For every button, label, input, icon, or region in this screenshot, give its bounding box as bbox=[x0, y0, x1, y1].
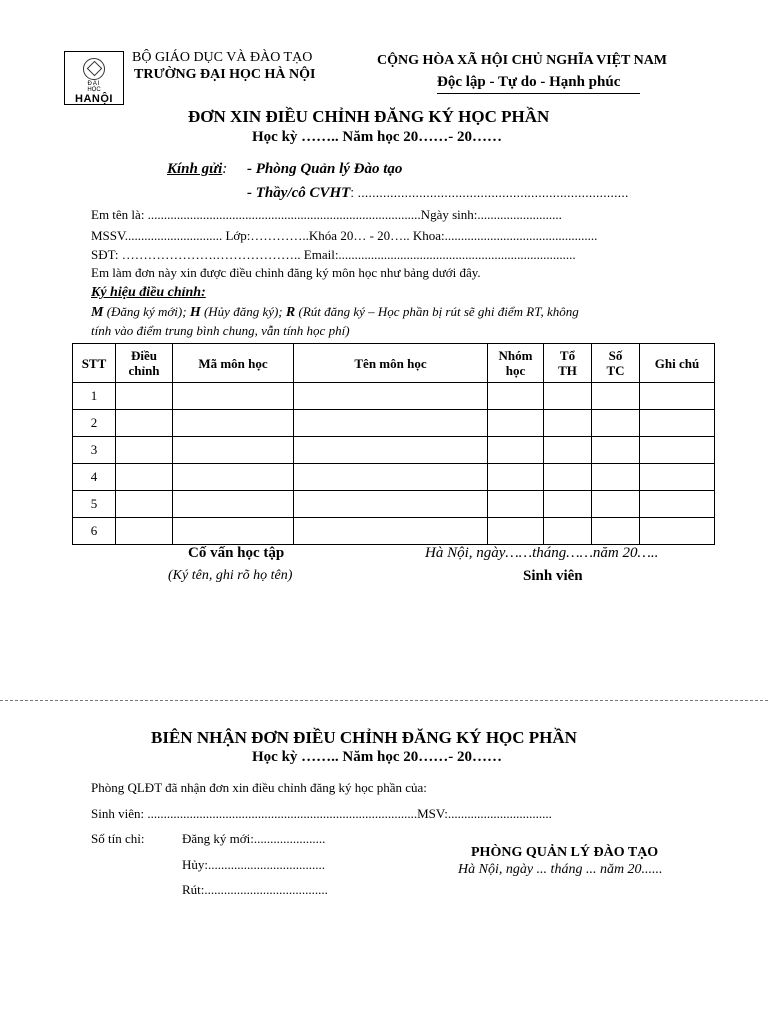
form-date-line: Hà Nội, ngày……tháng……năm 20….. bbox=[425, 545, 659, 561]
table-header-row bbox=[73, 344, 715, 383]
student-signature-title: Sinh viên bbox=[523, 568, 583, 584]
legend-h-code: H bbox=[189, 305, 201, 320]
table-row bbox=[73, 410, 715, 437]
student-id-line: MSSV.............................. Lớp:…………..Khóa 20… - 20….. Khoa:............................................... bbox=[91, 228, 598, 243]
row-number: 1 bbox=[73, 383, 116, 410]
cell-course-code[interactable] bbox=[173, 464, 294, 491]
cell-notes[interactable] bbox=[640, 410, 715, 437]
table-row bbox=[73, 383, 715, 410]
recipient-1: - Phòng Quản lý Đào tạo bbox=[247, 161, 403, 177]
cell-course-name[interactable] bbox=[294, 383, 488, 410]
university-logo bbox=[64, 51, 124, 105]
row-number: 5 bbox=[73, 491, 116, 518]
cell-group[interactable] bbox=[488, 410, 544, 437]
recipient-2-dots: : ........................................................................... bbox=[350, 185, 629, 200]
legend-title: Ký hiệu điều chỉnh: bbox=[91, 285, 206, 300]
cell-practice-group[interactable] bbox=[544, 410, 592, 437]
col-credits: Số TC bbox=[592, 344, 640, 383]
cell-notes[interactable] bbox=[640, 464, 715, 491]
cut-line bbox=[0, 700, 768, 701]
legend-line-2: tính vào điểm trung bình chung, vẫn tính học phí) bbox=[91, 323, 350, 338]
cell-course-name[interactable] bbox=[294, 437, 488, 464]
receipt-withdraw: Rút:...................................... bbox=[182, 882, 328, 897]
logo-text-2: HỌC bbox=[87, 87, 101, 93]
university-name: TRƯỜNG ĐẠI HỌC HÀ NỘI bbox=[134, 67, 316, 82]
cell-credits[interactable] bbox=[592, 491, 640, 518]
student-contact-line: SĐT: ………………….……………….. Email:......................................................................... bbox=[91, 247, 576, 262]
cell-adjustment[interactable] bbox=[116, 518, 173, 545]
col-course-name: Tên môn học bbox=[294, 344, 488, 383]
cell-practice-group[interactable] bbox=[544, 464, 592, 491]
legend-m-code: M bbox=[91, 305, 104, 320]
cell-notes[interactable] bbox=[640, 518, 715, 545]
table-row bbox=[73, 491, 715, 518]
cell-course-code[interactable] bbox=[173, 491, 294, 518]
col-notes: Ghi chú bbox=[640, 344, 715, 383]
cell-group[interactable] bbox=[488, 383, 544, 410]
advisor-title: Cố vấn học tập bbox=[188, 545, 285, 561]
cell-course-name[interactable] bbox=[294, 464, 488, 491]
emblem-icon bbox=[83, 58, 105, 80]
cell-group[interactable] bbox=[488, 518, 544, 545]
cell-practice-group[interactable] bbox=[544, 383, 592, 410]
cell-credits[interactable] bbox=[592, 464, 640, 491]
table-row bbox=[73, 464, 715, 491]
cell-adjustment[interactable] bbox=[116, 383, 173, 410]
cell-adjustment[interactable] bbox=[116, 464, 173, 491]
table-row bbox=[73, 437, 715, 464]
cell-notes[interactable] bbox=[640, 491, 715, 518]
logo-text-3: HANỘI bbox=[75, 93, 113, 105]
col-course-code: Mã môn học bbox=[173, 344, 294, 383]
legend-r-code: R bbox=[285, 305, 296, 320]
row-number: 6 bbox=[73, 518, 116, 545]
cell-course-code[interactable] bbox=[173, 518, 294, 545]
cell-group[interactable] bbox=[488, 464, 544, 491]
legend-h-text: (Hủy đăng ký); bbox=[200, 304, 286, 319]
cell-course-name[interactable] bbox=[294, 410, 488, 437]
col-stt: STT bbox=[73, 344, 116, 383]
recipient-2 bbox=[247, 185, 628, 202]
receipt-credits-label: Số tín chỉ: bbox=[91, 831, 145, 846]
cell-notes[interactable] bbox=[640, 383, 715, 410]
cell-course-name[interactable] bbox=[294, 518, 488, 545]
cell-credits[interactable] bbox=[592, 410, 640, 437]
legend-line bbox=[91, 304, 579, 321]
advisor-note: (Ký tên, ghi rõ họ tên) bbox=[168, 568, 293, 583]
cell-adjustment[interactable] bbox=[116, 491, 173, 518]
cell-group[interactable] bbox=[488, 437, 544, 464]
receipt-date-line: Hà Nội, ngày ... tháng ... năm 20...... bbox=[458, 862, 663, 877]
form-semester-line: Học kỳ …….. Năm học 20……- 20…… bbox=[252, 129, 502, 145]
col-adjustment: Điều chỉnh bbox=[116, 344, 173, 383]
logo-text-1: ĐẠI bbox=[87, 81, 101, 87]
request-text: Em làm đơn này xin được điều chỉnh đăng ký môn học như bảng dưới đây. bbox=[91, 265, 481, 280]
receipt-intro: Phòng QLĐT đã nhận đơn xin điều chỉnh đăng ký học phần của: bbox=[91, 780, 427, 795]
cell-notes[interactable] bbox=[640, 437, 715, 464]
ministry-name: BỘ GIÁO DỤC VÀ ĐÀO TẠO bbox=[132, 50, 313, 65]
republic-name: CỘNG HÒA XÃ HỘI CHỦ NGHĨA VIỆT NAM bbox=[377, 53, 668, 68]
cell-course-code[interactable] bbox=[173, 410, 294, 437]
receipt-cancel: Hủy:.................................... bbox=[182, 857, 325, 872]
cell-credits[interactable] bbox=[592, 437, 640, 464]
cell-practice-group[interactable] bbox=[544, 518, 592, 545]
recipient-2-label: - Thầy/cô CVHT bbox=[247, 185, 351, 201]
form-title: ĐƠN XIN ĐIỀU CHỈNH ĐĂNG KÝ HỌC PHẦN bbox=[188, 107, 550, 126]
national-motto: Độc lập - Tự do - Hạnh phúc bbox=[437, 74, 621, 90]
motto-underline bbox=[437, 93, 640, 94]
col-group: Nhóm học bbox=[488, 344, 544, 383]
receipt-office-title: PHÒNG QUẢN LÝ ĐÀO TẠO bbox=[471, 845, 659, 860]
col-practice-group: Tổ TH bbox=[544, 344, 592, 383]
cell-credits[interactable] bbox=[592, 383, 640, 410]
recipient-label: Kính gửi bbox=[167, 161, 223, 177]
row-number: 4 bbox=[73, 464, 116, 491]
cell-practice-group[interactable] bbox=[544, 437, 592, 464]
legend-r-text: (Rút đăng ký – Học phần bị rút sẽ ghi điểm RT, không bbox=[295, 304, 579, 319]
cell-adjustment[interactable] bbox=[116, 437, 173, 464]
row-number: 2 bbox=[73, 410, 116, 437]
table-row bbox=[73, 518, 715, 545]
receipt-title: BIÊN NHẬN ĐƠN ĐIỀU CHỈNH ĐĂNG KÝ HỌC PHẦN bbox=[151, 728, 577, 747]
course-adjustment-table bbox=[72, 343, 715, 545]
receipt-student-line: Sinh viên: ...................................................................................MSV:................................ bbox=[91, 806, 552, 821]
row-number: 3 bbox=[73, 437, 116, 464]
cell-practice-group[interactable] bbox=[544, 491, 592, 518]
cell-course-code[interactable] bbox=[173, 383, 294, 410]
receipt-new-registration: Đăng ký mới:...................... bbox=[182, 831, 326, 846]
recipient-colon: : bbox=[222, 161, 228, 177]
student-name-line: Em tên là: ....................................................................................Ngày sinh:.......................... bbox=[91, 207, 562, 222]
legend-m-text: (Đăng ký mới); bbox=[103, 304, 190, 319]
recipient-block bbox=[167, 161, 227, 178]
cell-adjustment[interactable] bbox=[116, 410, 173, 437]
receipt-semester-line: Học kỳ …….. Năm học 20……- 20…… bbox=[252, 749, 502, 765]
cell-credits[interactable] bbox=[592, 518, 640, 545]
cell-group[interactable] bbox=[488, 491, 544, 518]
cell-course-name[interactable] bbox=[294, 491, 488, 518]
cell-course-code[interactable] bbox=[173, 437, 294, 464]
